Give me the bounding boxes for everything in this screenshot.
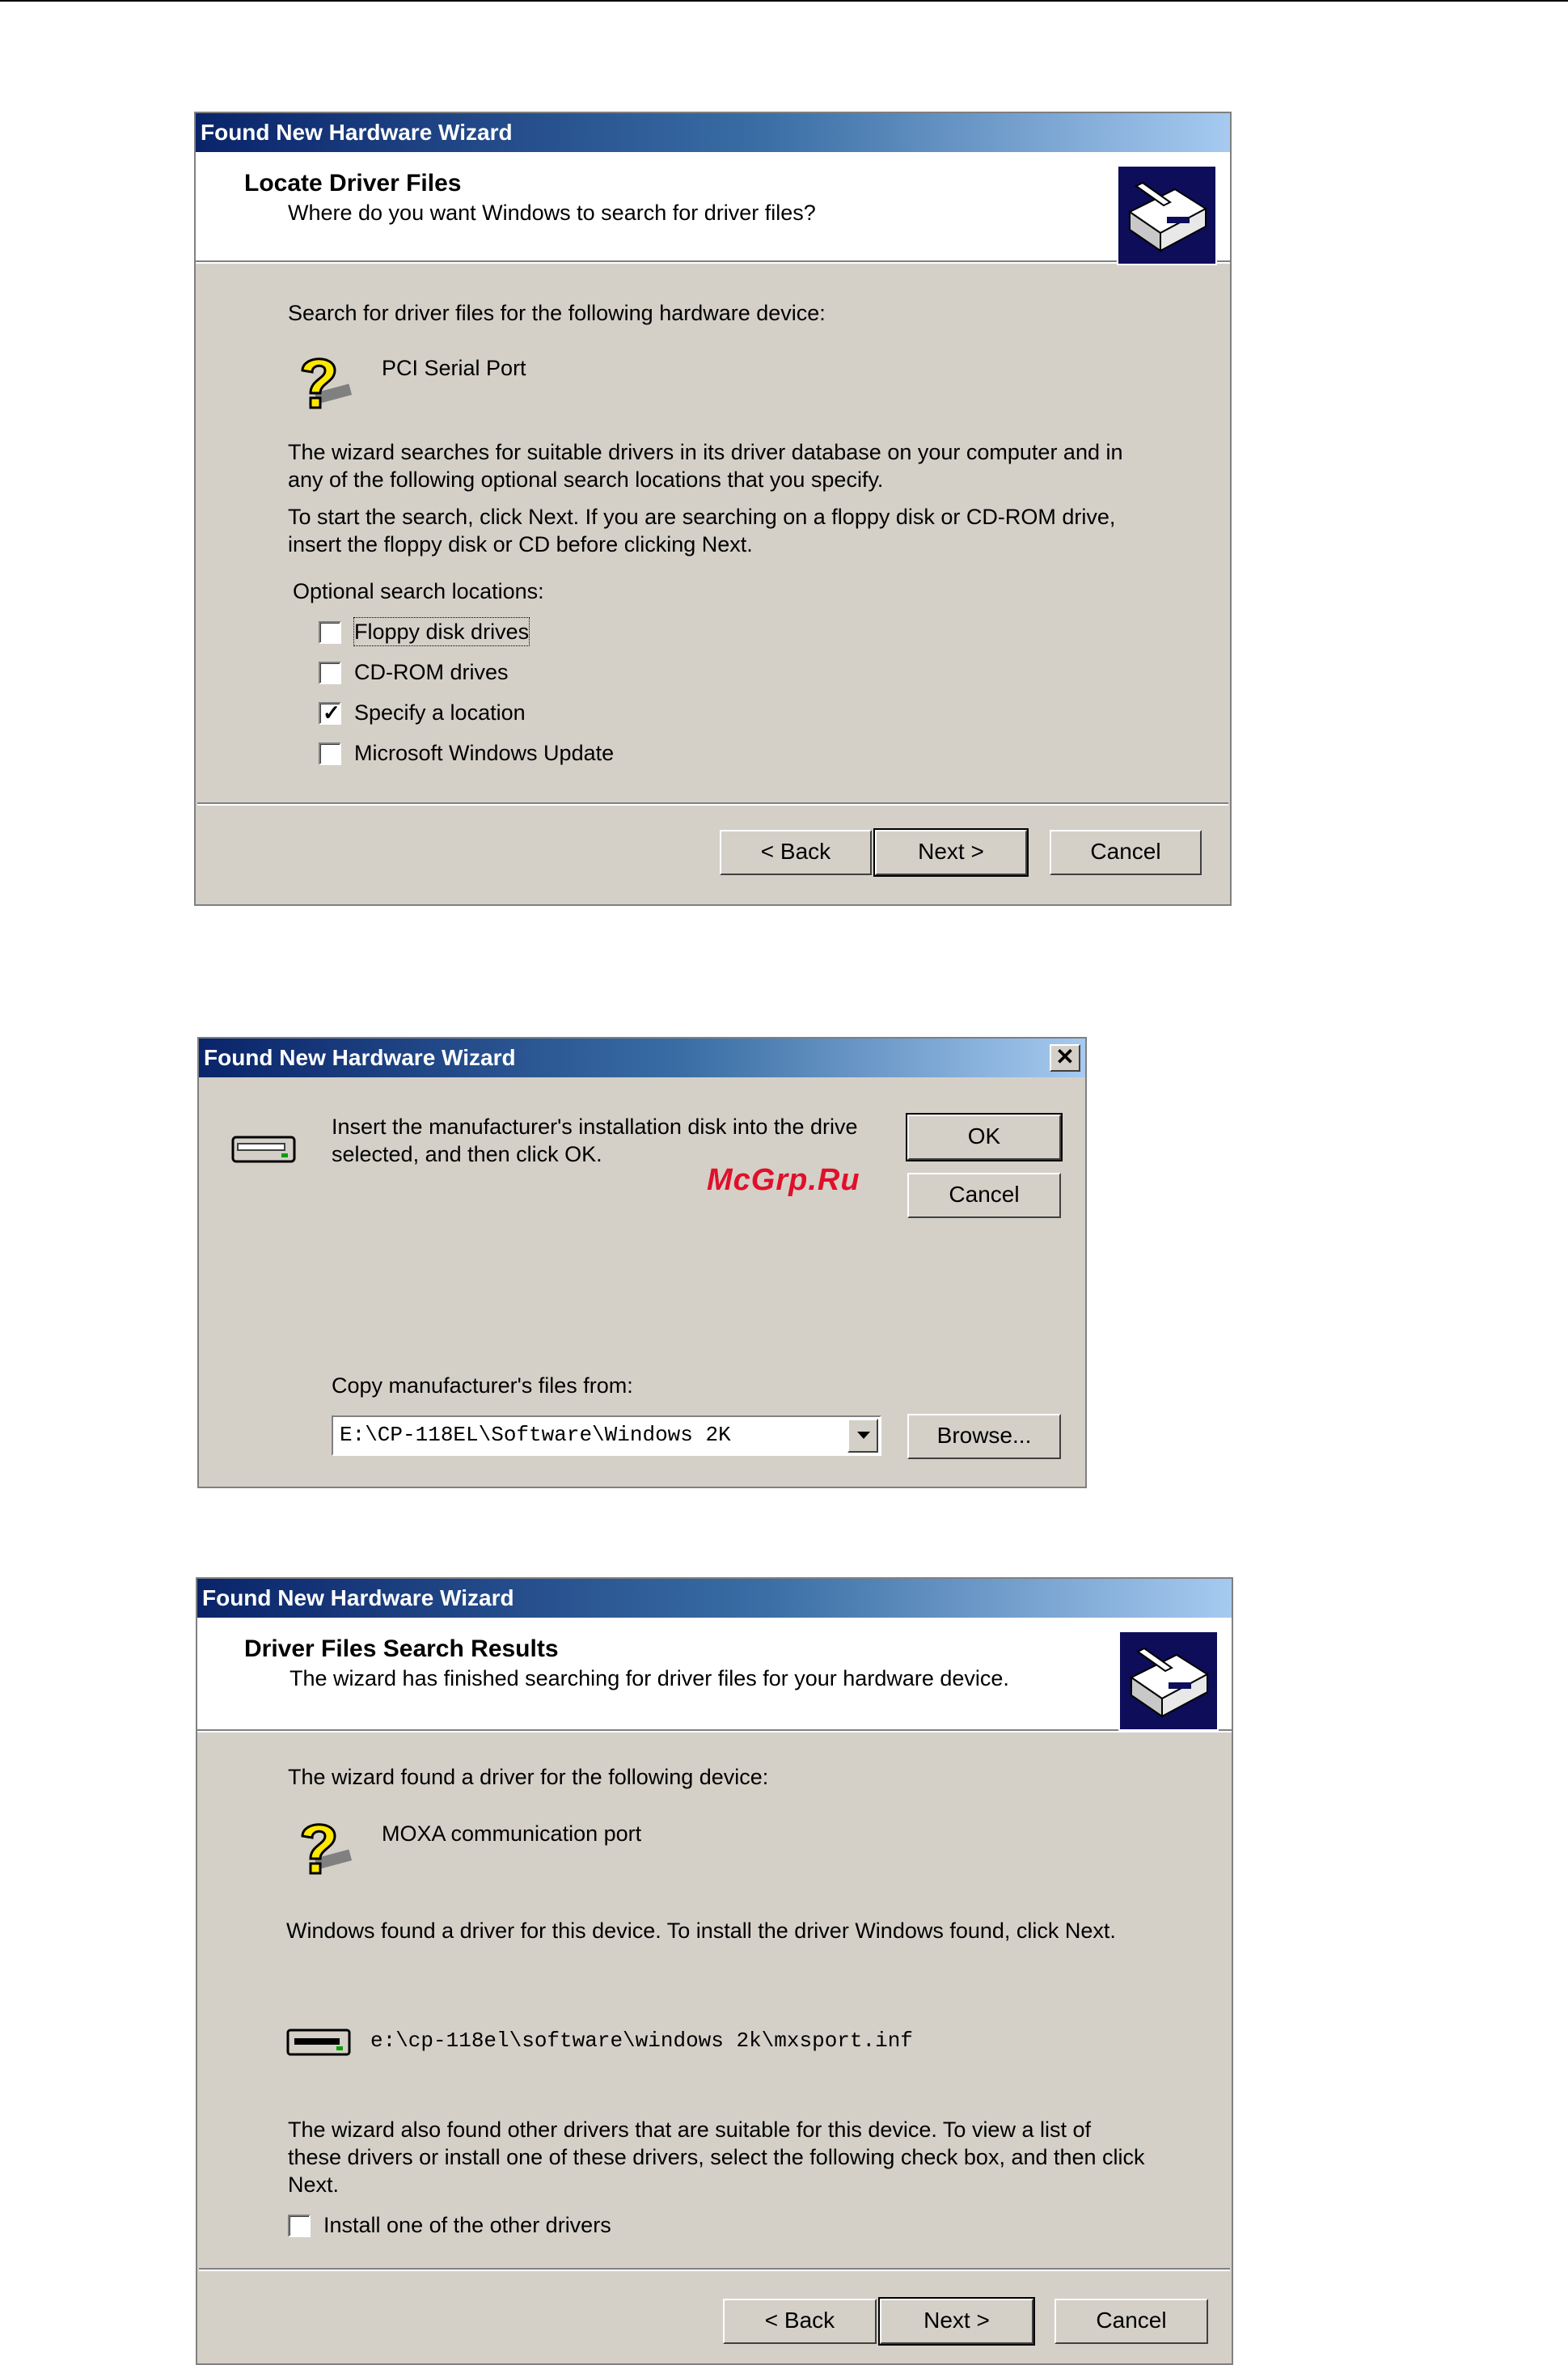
source-path-combobox[interactable] bbox=[332, 1415, 881, 1456]
ok-button[interactable]: OK bbox=[907, 1115, 1061, 1160]
page-top-rule bbox=[0, 0, 1568, 2]
install-other-drivers-label[interactable]: Install one of the other drivers bbox=[323, 2213, 611, 2237]
search-intro-text: Search for driver files for the following hardware device: bbox=[288, 301, 826, 325]
specify-location-checkbox[interactable] bbox=[319, 702, 341, 725]
button-separator bbox=[197, 802, 1228, 806]
description-line-1: The wizard searches for suitable drivers in its driver database on your computer and in bbox=[288, 440, 1123, 464]
header-subtitle: Where do you want Windows to search for driver files? bbox=[288, 201, 816, 225]
checkmark-icon: ✓ bbox=[323, 700, 340, 725]
windows-update-label[interactable]: Microsoft Windows Update bbox=[354, 741, 615, 765]
title-bar: Found New Hardware Wizard bbox=[196, 113, 1230, 152]
title-text: Found New Hardware Wizard bbox=[204, 1045, 516, 1070]
insert-disk-message-line-1: Insert the manufacturer's installation disk into the drive bbox=[332, 1115, 858, 1139]
button-separator bbox=[199, 2268, 1230, 2271]
install-other-drivers-checkbox[interactable] bbox=[288, 2215, 311, 2237]
optional-locations-label: Optional search locations: bbox=[293, 579, 544, 603]
browse-button[interactable]: Browse... bbox=[907, 1414, 1061, 1459]
header-title: Driver Files Search Results bbox=[244, 1635, 559, 1662]
found-intro-text: The wizard found a driver for the following device: bbox=[288, 1765, 769, 1789]
other-drivers-line-3: Next. bbox=[288, 2172, 340, 2197]
back-button[interactable]: < Back bbox=[720, 830, 872, 875]
question-mark-device-icon bbox=[286, 1813, 359, 1886]
cancel-button[interactable]: Cancel bbox=[1050, 830, 1202, 875]
hardware-wizard-icon bbox=[1117, 165, 1217, 265]
floppy-drive-icon bbox=[231, 1132, 298, 1170]
source-path-value: E:\CP-118EL\Software\Windows 2K bbox=[340, 1423, 731, 1447]
instruction-line-2: insert the floppy disk or CD before clicking Next. bbox=[288, 532, 753, 556]
copy-from-label: Copy manufacturer's files from: bbox=[332, 1373, 633, 1398]
floppy-disk-label[interactable]: Floppy disk drives bbox=[354, 620, 530, 644]
close-button[interactable]: ✕ bbox=[1050, 1044, 1080, 1072]
title-bar: Found New Hardware Wizard bbox=[197, 1579, 1232, 1618]
cd-rom-label[interactable]: CD-ROM drives bbox=[354, 660, 509, 684]
cancel-button[interactable]: Cancel bbox=[1054, 2299, 1208, 2344]
header-subtitle: The wizard has finished searching for driver files for your hardware device. bbox=[290, 1666, 1009, 1690]
watermark-text: McGrp.Ru bbox=[707, 1163, 860, 1197]
locate-driver-files-dialog bbox=[194, 112, 1232, 906]
question-mark-device-icon bbox=[286, 348, 359, 421]
insert-disk-dialog bbox=[197, 1037, 1087, 1488]
device-name: MOXA communication port bbox=[382, 1821, 642, 1846]
found-driver-text: Windows found a driver for this device. To install the driver Windows found, click Next. bbox=[286, 1919, 1116, 1943]
driver-path: e:\cp-118el\software\windows 2k\mxsport.inf bbox=[370, 2029, 913, 2053]
device-name: PCI Serial Port bbox=[382, 356, 526, 380]
cd-rom-checkbox[interactable] bbox=[319, 662, 341, 684]
cancel-button[interactable]: Cancel bbox=[907, 1173, 1061, 1218]
back-button[interactable]: < Back bbox=[723, 2299, 877, 2344]
next-button[interactable]: Next > bbox=[880, 2299, 1033, 2344]
other-drivers-line-1: The wizard also found other drivers that are suitable for this device. To view a list of bbox=[288, 2118, 1091, 2142]
wizard-header bbox=[197, 1618, 1232, 1731]
driver-search-results-dialog bbox=[196, 1577, 1233, 2365]
title-bar bbox=[199, 1039, 1085, 1077]
dropdown-arrow-icon[interactable] bbox=[847, 1419, 878, 1453]
floppy-disk-checkbox[interactable] bbox=[319, 621, 341, 644]
other-drivers-line-2: these drivers or install one of these drivers, select the following check box, and then click bbox=[288, 2145, 1145, 2169]
hardware-wizard-icon bbox=[1118, 1631, 1219, 1731]
floppy-drive-icon bbox=[286, 2025, 353, 2063]
instruction-line-1: To start the search, click Next. If you are searching on a floppy disk or CD-ROM drive, bbox=[288, 505, 1116, 529]
next-button[interactable]: Next > bbox=[875, 830, 1027, 875]
header-title: Locate Driver Files bbox=[244, 170, 462, 197]
insert-disk-message-line-2: selected, and then click OK. bbox=[332, 1142, 602, 1166]
description-line-2: any of the following optional search locations that you specify. bbox=[288, 468, 884, 492]
windows-update-checkbox[interactable] bbox=[319, 742, 341, 765]
wizard-header bbox=[196, 152, 1230, 262]
specify-location-label[interactable]: Specify a location bbox=[354, 700, 526, 725]
